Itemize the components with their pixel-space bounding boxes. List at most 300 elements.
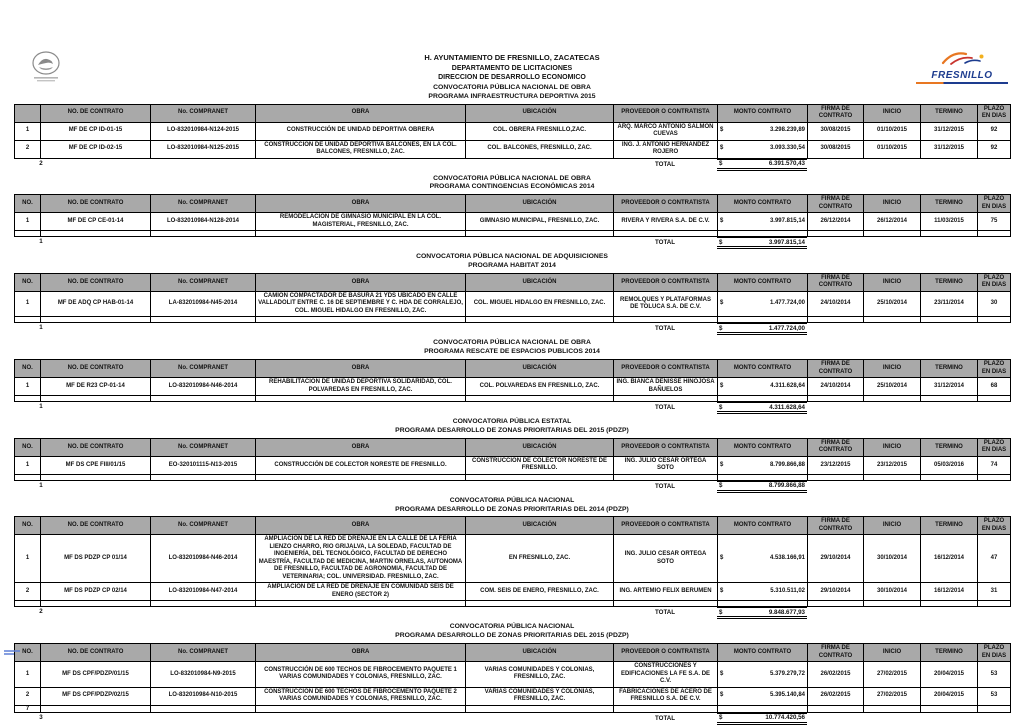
cell-compranet: LO-832010984-N46-2014 <box>151 535 256 583</box>
cell-termino <box>921 231 978 237</box>
column-header-no: NO. <box>15 360 41 378</box>
cell-obra: CONSTRUCCIÓN DE 600 TECHOS DE FIBROCEMENTO PAQUETE 1 VARIAS COMUNIDADES Y COLONIAS, FRESNILLO, ZAC. <box>256 662 466 688</box>
cell-contrato: MF DS PDZP CP 02/14 <box>41 583 151 601</box>
table-row <box>15 291 1011 317</box>
cell-plazo: 31 <box>978 583 1011 601</box>
cell-compranet <box>151 474 256 480</box>
column-header-0: NO. DE CONTRATO <box>41 360 151 378</box>
fresnillo-logo <box>916 50 1008 84</box>
currency-sign: $ <box>720 127 724 134</box>
cell-obra <box>256 601 466 607</box>
total-label: TOTAL <box>654 482 676 490</box>
monto-value: 3.997.815,14 <box>769 218 805 225</box>
section-convocatoria-title: CONVOCATORIA PÚBLICA NACIONAL <box>449 496 575 504</box>
column-header-5: MONTO CONTRATO <box>718 644 808 662</box>
cell-inicio <box>864 317 921 323</box>
total-row <box>14 237 1010 250</box>
total-label: TOTAL <box>654 160 676 168</box>
cell-compranet: EO-320101115-N13-2015 <box>151 456 256 474</box>
cell-no: 1 <box>15 535 41 583</box>
cell-obra: REHABILITACIÓN DE UNIDAD DEPORTIVA SOLIDARIDAD, COL. POLVAREDAS EN FRESNILLO, ZAC. <box>256 378 466 396</box>
cell-proveedor: FABRICACIONES DE ACERO DE FRESNILLO S.A. DE C.V. <box>614 687 718 705</box>
cell-monto <box>718 231 808 237</box>
column-header-1: No. COMPRANET <box>151 517 256 535</box>
cell-contrato <box>41 231 151 237</box>
cell-termino <box>921 474 978 480</box>
currency-sign: $ <box>720 382 724 389</box>
section-3 <box>0 253 1024 336</box>
cell-no: 2 <box>15 583 41 601</box>
cell-contrato <box>41 601 151 607</box>
table-row <box>15 122 1011 140</box>
cell-plazo <box>978 705 1011 712</box>
column-header-3: UBICACIÓN <box>466 195 614 213</box>
monto-value: 3.298.239,89 <box>769 127 805 134</box>
column-header-8: TERMINO <box>921 644 978 662</box>
cell-compranet <box>151 231 256 237</box>
fresnillo-flourish-icon <box>939 50 985 66</box>
row-count: 1 <box>39 481 43 489</box>
total-row <box>14 402 1010 415</box>
cell-compranet: LO-832010984-N46-2014 <box>151 378 256 396</box>
cell-termino: 05/03/2016 <box>921 456 978 474</box>
cell-termino: 31/12/2015 <box>921 140 978 158</box>
cell-contrato: MF DE CP CE-01-14 <box>41 213 151 231</box>
section-convocatoria-title: CONVOCATORIA PÚBLICA NACIONAL DE OBRA <box>433 339 591 347</box>
cell-contrato: MF DS CPF/PDZP/02/15 <box>41 687 151 705</box>
cell-no <box>15 317 41 323</box>
header-row <box>15 273 1011 291</box>
cell-proveedor: ARQ. MARCO ANTONIO SALMON CUEVAS <box>614 122 718 140</box>
contracts-table <box>14 104 1011 159</box>
cell-obra: CONSTRUCCIÓN DE UNIDAD DEPORTIVA BALCONES, EN LA COL. BALCONES, FRESNILLO, ZAC. <box>256 140 466 158</box>
column-header-0: NO. DE CONTRATO <box>41 273 151 291</box>
cell-compranet: LA-832010984-N45-2014 <box>151 291 256 317</box>
cell-ubicacion: VARIAS COMUNIDADES Y COLONIAS, FRESNILLO, ZAC. <box>466 662 614 688</box>
header-row <box>15 104 1011 122</box>
column-header-3: UBICACIÓN <box>466 273 614 291</box>
cell-contrato: MF DE CP ID-01-15 <box>41 122 151 140</box>
cell-ubicacion <box>466 317 614 323</box>
cell-ubicacion <box>466 474 614 480</box>
cell-no: 1 <box>15 291 41 317</box>
cell-obra: CONSTRUCCIÓN DE COLECTOR NORESTE DE FRESNILLO. <box>256 456 466 474</box>
cell-ubicacion <box>466 396 614 402</box>
cell-termino: 31/12/2015 <box>921 122 978 140</box>
cell-monto <box>718 396 808 402</box>
column-header-no: NO. <box>15 644 41 662</box>
cell-monto <box>718 122 808 140</box>
column-header-1: No. COMPRANET <box>151 438 256 456</box>
cell-contrato: MF DS PDZP CP 01/14 <box>41 535 151 583</box>
cell-obra <box>256 317 466 323</box>
cell-ubicacion: CONSTRUCCION DE COLECTOR NORESTE DE FRESNILLO. <box>466 456 614 474</box>
total-label: TOTAL <box>654 714 676 722</box>
column-header-9: PLAZO EN DIAS <box>978 360 1011 378</box>
monto-value: 3.093.330,54 <box>769 145 805 152</box>
total-label: TOTAL <box>654 325 676 333</box>
cell-firma: 23/12/2015 <box>808 456 864 474</box>
cell-proveedor: ING. JULIO CESAR ORTEGA SOTO <box>614 456 718 474</box>
cell-contrato: MF DE CP ID-02-15 <box>41 140 151 158</box>
cell-termino <box>921 705 978 712</box>
cell-firma <box>808 601 864 607</box>
contracts-table <box>14 438 1011 481</box>
column-header-0: NO. DE CONTRATO <box>41 195 151 213</box>
cell-ubicacion: COL. BALCONES, FRESNILLO, ZAC. <box>466 140 614 158</box>
column-header-9: PLAZO EN DIAS <box>978 517 1011 535</box>
section-5 <box>0 418 1024 494</box>
cell-compranet: LO-832010984-N124-2015 <box>151 122 256 140</box>
cell-plazo: 92 <box>978 122 1011 140</box>
cell-obra: CAMIÓN COMPACTADOR DE BASURA 21 YDS UBICADO EN CALLE VALLADOLIT ENTRE C. 16 DE SEPTIEMBRE Y C. HDA DE CORRALEJO, COL. MIGUEL HIDALGO EN FRESNILLO, ZAC. <box>256 291 466 317</box>
monto-value: 5.395.140,84 <box>769 692 805 699</box>
cell-no: 1 <box>15 378 41 396</box>
column-header-5: MONTO CONTRATO <box>718 273 808 291</box>
cell-plazo: 92 <box>978 140 1011 158</box>
cell-monto <box>718 687 808 705</box>
section-7 <box>0 623 1024 725</box>
column-header-3: UBICACIÓN <box>466 517 614 535</box>
total-amount <box>717 402 807 414</box>
monto-value: 8.799.866,88 <box>769 461 805 468</box>
currency-sign: $ <box>719 324 723 332</box>
total-amount <box>717 159 807 171</box>
cell-obra <box>256 705 466 712</box>
cell-inicio: 01/10/2015 <box>864 140 921 158</box>
cell-proveedor: ING. BIANCA DENISSE HINOJOSA BAÑUELOS <box>614 378 718 396</box>
cell-inicio: 01/10/2015 <box>864 122 921 140</box>
cell-obra <box>256 231 466 237</box>
cell-plazo <box>978 317 1011 323</box>
cell-proveedor <box>614 396 718 402</box>
cell-monto <box>718 213 808 231</box>
cell-plazo: 75 <box>978 213 1011 231</box>
column-header-9: PLAZO EN DIAS <box>978 644 1011 662</box>
header-line2: DEPARTAMENTO DE LICITACIONES <box>451 64 573 72</box>
column-header-4: PROVEEDOR O CONTRATISTA <box>614 517 718 535</box>
cell-monto <box>718 705 808 712</box>
cell-ubicacion: COL. MIGUEL HIDALGO EN FRESNILLO, ZAC. <box>466 291 614 317</box>
column-header-2: OBRA <box>256 644 466 662</box>
column-header-9: PLAZO EN DIAS <box>978 273 1011 291</box>
cell-inicio <box>864 396 921 402</box>
cell-firma: 30/08/2015 <box>808 140 864 158</box>
cell-inicio <box>864 474 921 480</box>
cell-inicio <box>864 601 921 607</box>
table-row <box>15 601 1011 607</box>
section-convocatoria-title: CONVOCATORIA PÚBLICA NACIONAL DE ADQUISICIONES <box>416 253 608 261</box>
column-header-1: No. COMPRANET <box>151 273 256 291</box>
column-header-8: TERMINO <box>921 195 978 213</box>
cell-ubicacion <box>466 601 614 607</box>
cell-no <box>15 231 41 237</box>
cell-firma: 26/12/2014 <box>808 213 864 231</box>
cell-firma: 24/10/2014 <box>808 378 864 396</box>
total-amount <box>717 237 807 249</box>
column-header-4: PROVEEDOR O CONTRATISTA <box>614 644 718 662</box>
row-count: 2 <box>39 608 43 616</box>
cell-firma: 29/10/2014 <box>808 535 864 583</box>
section-convocatoria-title: CONVOCATORIA PÚBLICA NACIONAL DE OBRA <box>433 174 591 182</box>
cell-termino <box>921 601 978 607</box>
header-line1: H. AYUNTAMIENTO DE FRESNILLO, ZACATECAS <box>424 53 600 62</box>
cell-inicio <box>864 705 921 712</box>
total-amount <box>717 481 807 493</box>
currency-sign: $ <box>720 145 724 152</box>
cell-no: 1 <box>15 122 41 140</box>
cell-compranet: LO-832010984-N10-2015 <box>151 687 256 705</box>
currency-sign: $ <box>720 670 724 677</box>
cell-proveedor <box>614 601 718 607</box>
cell-inicio <box>864 231 921 237</box>
cell-proveedor: ING. ARTEMIO FELIX BERUMEN <box>614 583 718 601</box>
cell-monto <box>718 456 808 474</box>
column-header-0: NO. DE CONTRATO <box>41 104 151 122</box>
cell-compranet: LO-832010984-N9-2015 <box>151 662 256 688</box>
section-programa-title: PROGRAMA RESCATE DE ESPACIOS PUBLICOS 2014 <box>424 348 600 356</box>
section-programa-title: PROGRAMA CONTINGENCIAS ECONÓMICAS 2014 <box>429 183 595 191</box>
total-value: 10.774.420,56 <box>765 714 805 722</box>
cell-monto <box>718 291 808 317</box>
cell-plazo: 53 <box>978 662 1011 688</box>
column-header-4: PROVEEDOR O CONTRATISTA <box>614 360 718 378</box>
cell-termino: 16/12/2014 <box>921 583 978 601</box>
total-label: TOTAL <box>654 404 676 412</box>
cell-no: 1 <box>15 456 41 474</box>
cell-plazo <box>978 474 1011 480</box>
total-row <box>14 713 1010 726</box>
cell-contrato: MF DS CPE FIII/01/15 <box>41 456 151 474</box>
column-header-6: FIRMA DE CONTRATO <box>808 195 864 213</box>
monto-value: 1.477.724,00 <box>769 300 805 307</box>
cell-monto <box>718 140 808 158</box>
column-header-0: NO. DE CONTRATO <box>41 438 151 456</box>
header-row <box>15 195 1011 213</box>
cell-ubicacion: COL. OBRERA FRESNILLO,ZAC. <box>466 122 614 140</box>
table-row <box>15 456 1011 474</box>
table-row <box>15 317 1011 323</box>
column-header-1: No. COMPRANET <box>151 644 256 662</box>
cell-obra <box>256 474 466 480</box>
section-programa-title: PROGRAMA DESARROLLO DE ZONAS PRIORITARIAS DEL 2015 (PDZP) <box>395 426 629 434</box>
cell-contrato <box>41 317 151 323</box>
total-row <box>14 159 1010 172</box>
column-header-8: TERMINO <box>921 517 978 535</box>
column-header-7: INICIO <box>864 517 921 535</box>
column-header-3: UBICACIÓN <box>466 360 614 378</box>
cell-monto <box>718 474 808 480</box>
column-header-8: TERMINO <box>921 104 978 122</box>
total-label: TOTAL <box>654 609 676 617</box>
header-row <box>15 360 1011 378</box>
currency-sign: $ <box>720 461 724 468</box>
row-count: 3 <box>39 713 43 721</box>
currency-sign: $ <box>720 692 724 699</box>
cell-firma <box>808 396 864 402</box>
currency-sign: $ <box>720 218 724 225</box>
contracts-table <box>14 273 1011 324</box>
cell-termino: 16/12/2014 <box>921 535 978 583</box>
total-row <box>14 323 1010 336</box>
section-1 <box>0 84 1024 172</box>
government-seal-logo <box>26 50 66 84</box>
column-header-4: PROVEEDOR O CONTRATISTA <box>614 273 718 291</box>
column-header-no: NO. <box>15 195 41 213</box>
monto-value: 5.310.511,02 <box>770 588 805 595</box>
currency-sign: $ <box>719 714 723 722</box>
cell-inicio: 27/02/2015 <box>864 687 921 705</box>
column-header-7: INICIO <box>864 104 921 122</box>
table-row <box>15 687 1011 705</box>
total-amount <box>717 607 807 619</box>
table-row <box>15 535 1011 583</box>
cell-firma: 30/08/2015 <box>808 122 864 140</box>
cell-obra: REMODELACION DE GIMNASIO MUNICIPAL EN LA COL. MAGISTERIAL, FRESNILLO, ZAC. <box>256 213 466 231</box>
cell-termino <box>921 317 978 323</box>
cell-compranet <box>151 396 256 402</box>
section-6 <box>0 497 1024 621</box>
total-value: 3.997.815,14 <box>768 238 805 246</box>
contracts-table <box>14 194 1011 237</box>
cell-proveedor <box>614 231 718 237</box>
column-header-6: FIRMA DE CONTRATO <box>808 644 864 662</box>
cell-firma: 26/02/2015 <box>808 687 864 705</box>
column-header-3: UBICACIÓN <box>466 104 614 122</box>
cell-no: 2 <box>15 687 41 705</box>
column-header-no: NO. <box>15 438 41 456</box>
cell-ubicacion: COM. SEIS DE ENERO, FRESNILLO, ZAC. <box>466 583 614 601</box>
section-programa-title: PROGRAMA INFRAESTRUCTURA DEPORTIVA 2015 <box>428 92 596 100</box>
header-row <box>15 644 1011 662</box>
column-header-6: FIRMA DE CONTRATO <box>808 517 864 535</box>
cell-inicio: 30/10/2014 <box>864 583 921 601</box>
section-programa-title: PROGRAMA DESARROLLO DE ZONAS PRIORITARIAS DEL 2015 (PDZP) <box>395 632 629 640</box>
row-count: 1 <box>39 403 43 411</box>
column-header-7: INICIO <box>864 644 921 662</box>
column-header-3: UBICACIÓN <box>466 644 614 662</box>
cell-inicio: 25/10/2014 <box>864 378 921 396</box>
column-header-3: UBICACIÓN <box>466 438 614 456</box>
cell-plazo <box>978 396 1011 402</box>
currency-sign: $ <box>720 555 724 562</box>
fresnillo-logo-underline <box>916 82 1008 84</box>
cell-termino: 11/03/2015 <box>921 213 978 231</box>
section-4 <box>0 339 1024 415</box>
table-row <box>15 213 1011 231</box>
cell-monto <box>718 601 808 607</box>
cell-proveedor: CONSTRUCCIONES Y EDIFICACIONES LA FE S.A. DE C.V. <box>614 662 718 688</box>
column-header-2: OBRA <box>256 273 466 291</box>
currency-sign: $ <box>720 300 724 307</box>
cell-termino <box>921 396 978 402</box>
column-header-2: OBRA <box>256 104 466 122</box>
column-header-5: MONTO CONTRATO <box>718 104 808 122</box>
cell-ubicacion <box>466 231 614 237</box>
cell-proveedor: REMOLQUES Y PLATAFORMAS DE TOLUCA S.A. DE C.V. <box>614 291 718 317</box>
cell-no: 1 <box>15 662 41 688</box>
column-header-4: PROVEEDOR O CONTRATISTA <box>614 104 718 122</box>
header-line3: DIRECCION DE DESARROLLO ECONOMICO <box>438 74 586 81</box>
cell-monto <box>718 378 808 396</box>
cell-ubicacion: COL. POLVAREDAS EN FRESNILLO, ZAC. <box>466 378 614 396</box>
section-convocatoria-title: CONVOCATORIA PÚBLICA ESTATAL <box>452 418 572 426</box>
cell-firma <box>808 705 864 712</box>
cell-compranet: LO-832010984-N125-2015 <box>151 140 256 158</box>
currency-sign: $ <box>719 403 723 411</box>
table-row <box>15 583 1011 601</box>
cell-contrato <box>41 396 151 402</box>
cell-ubicacion: GIMNASIO MUNICIPAL, FRESNILLO, ZAC. <box>466 213 614 231</box>
cell-termino: 31/12/2014 <box>921 378 978 396</box>
cell-no <box>15 474 41 480</box>
column-header-5: MONTO CONTRATO <box>718 195 808 213</box>
column-header-1: No. COMPRANET <box>151 104 256 122</box>
cell-contrato: MF DE R23 CP-01-14 <box>41 378 151 396</box>
column-header-2: OBRA <box>256 195 466 213</box>
cell-obra: CONSTRUCCIÓN DE UNIDAD DEPORTIVA OBRERA <box>256 122 466 140</box>
table-row <box>15 396 1011 402</box>
cell-firma: 29/10/2014 <box>808 583 864 601</box>
cell-firma <box>808 474 864 480</box>
cell-proveedor: ING. J. ANTONIO HERNANDEZ ROJERO <box>614 140 718 158</box>
document-header <box>0 0 1024 81</box>
total-value: 8.799.866,88 <box>768 482 805 490</box>
column-header-1: No. COMPRANET <box>151 195 256 213</box>
section-programa-title: PROGRAMA HABITAT 2014 <box>468 262 556 270</box>
row-count: 2 <box>39 159 43 167</box>
cell-proveedor: ING. JULIO CESAR ORTEGA SOTO <box>614 535 718 583</box>
column-header-2: OBRA <box>256 438 466 456</box>
total-value: 9.848.677,93 <box>768 608 805 616</box>
cell-plazo: 53 <box>978 687 1011 705</box>
cell-no <box>15 396 41 402</box>
total-row <box>14 481 1010 494</box>
cell-firma <box>808 231 864 237</box>
cell-contrato: MF DE ADQ CP HAB-01-14 <box>41 291 151 317</box>
table-row <box>15 474 1011 480</box>
column-header-2: OBRA <box>256 360 466 378</box>
cell-firma <box>808 317 864 323</box>
total-label: TOTAL <box>654 239 676 247</box>
total-value: 1.477.724,00 <box>768 324 805 332</box>
cell-plazo: 68 <box>978 378 1011 396</box>
sections-container <box>0 84 1024 726</box>
row-count: 1 <box>39 238 43 246</box>
cell-compranet: LO-832010984-N47-2014 <box>151 583 256 601</box>
column-header-5: MONTO CONTRATO <box>718 438 808 456</box>
cell-no: 1 <box>15 213 41 231</box>
cell-plazo <box>978 601 1011 607</box>
column-header-0: NO. DE CONTRATO <box>41 517 151 535</box>
column-header-6: FIRMA DE CONTRATO <box>808 438 864 456</box>
column-header-2: OBRA <box>256 517 466 535</box>
currency-sign: $ <box>719 238 723 246</box>
column-header-no <box>15 104 41 122</box>
header-row <box>15 517 1011 535</box>
cell-proveedor <box>614 317 718 323</box>
contracts-table <box>14 643 1011 713</box>
cell-ubicacion: VARIAS COMUNIDADES Y COLONIAS, FRESNILLO, ZAC. <box>466 687 614 705</box>
cell-termino: 20/04/2015 <box>921 687 978 705</box>
table-row <box>15 662 1011 688</box>
cell-compranet <box>151 317 256 323</box>
section-convocatoria-title: CONVOCATORIA PÚBLICA NACIONAL <box>449 623 575 631</box>
row-count: 1 <box>39 324 43 332</box>
cell-no <box>15 601 41 607</box>
column-header-4: PROVEEDOR O CONTRATISTA <box>614 438 718 456</box>
currency-sign: $ <box>720 588 724 595</box>
